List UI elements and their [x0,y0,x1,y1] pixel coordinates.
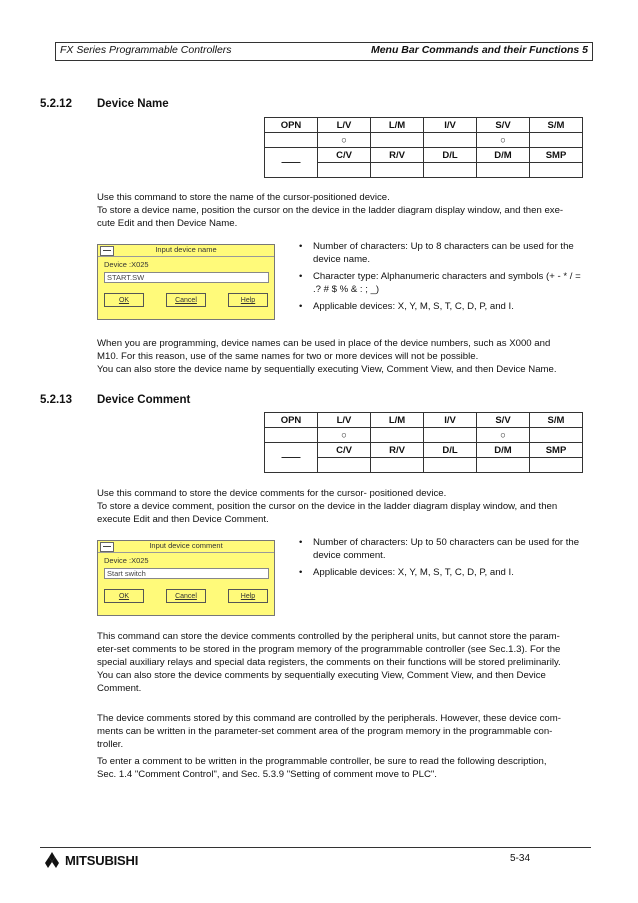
mode-mark: ○ [318,428,371,443]
mode-table [264,117,583,178]
mode-cell: S/M [530,413,583,428]
mode-cell: S/V [477,118,530,133]
page-number: 5-34 [510,853,531,864]
ok-button[interactable]: OK [104,293,144,307]
body-paragraph: To enter a comment to be written in the programmable controller, be sure to read the following description, Sec. 1.4 "Comment Control", and Sec. 5.3.9 "Setting of comment move to PLC". [97,756,547,780]
mode-cell: C/V [318,443,371,458]
spec-list [297,536,589,583]
intro-paragraph: Use this command to store the device comments for the cursor- positioned device. To store a device comment, position the cursor on the device in the ladder diagram display window, and then execute Edit and then Device Comment. [97,488,558,525]
mode-cell: S/M [530,118,583,133]
header-series: FX Series Programmable Controllers [60,44,232,56]
device-label: Device :X025 [104,556,149,565]
spec-list [297,240,589,317]
body-paragraph: The device comments stored by this command are controlled by the peripherals. However, these device com- ments can be written in the parameter-set comment area of the program memory in the programmable con- troller. [97,713,561,750]
mode-cell: L/M [371,118,424,133]
ok-button[interactable]: OK [104,589,144,603]
mode-cell: R/V [371,148,424,163]
mode-mark [371,428,424,443]
input-device-comment-dialog [97,540,275,616]
outro-paragraph: When you are programming, device names can be used in place of the device numbers, such as X000 and M10. For this reason, use of the same names for two or more devices will not be possible. You can also store the device name by sequentially executing View, Comment View, and then Device Name. [97,338,557,375]
page-header [55,42,593,61]
mode-mark: ○ [318,133,371,148]
help-button[interactable]: Help [228,293,268,307]
mode-cell: D/M [477,443,530,458]
device-comment-input[interactable]: Start switch [104,568,269,579]
input-device-name-dialog [97,244,275,320]
mode-dash: —— [265,148,318,178]
list-item: • Number of characters: Up to 8 characters can be used for the device name. [297,240,589,266]
list-item: • Character type: Alphanumeric characters and symbols (+ - * / = .? # $ % & : ; _) [297,270,589,296]
mode-cell: D/L [424,443,477,458]
mode-cell: L/M [371,413,424,428]
help-button[interactable]: Help [228,589,268,603]
mode-cell: SMP [530,443,583,458]
list-item: • Applicable devices: X, Y, M, S, T, C, D, P, and I. [297,566,589,579]
cancel-button[interactable]: Cancel [166,293,206,307]
intro-paragraph: Use this command to store the name of the cursor-positioned device. To store a device name, position the cursor on the device in the ladder diagram display window, and then exe- cute Edit and then Device Name. [97,192,564,229]
mode-cell: I/V [424,118,477,133]
mode-cell: D/M [477,148,530,163]
brand-logo [42,852,138,869]
device-name-input[interactable]: START.SW [104,272,269,283]
mode-mark [371,133,424,148]
mode-mark: ○ [477,428,530,443]
mode-cell: OPN [265,118,318,133]
mode-cell: OPN [265,413,318,428]
mode-mark [424,428,477,443]
mode-cell: S/V [477,413,530,428]
section-number: 5.2.12 [40,98,72,110]
mode-mark [424,133,477,148]
mode-cell: D/L [424,148,477,163]
mode-cell: L/V [318,118,371,133]
cancel-button[interactable]: Cancel [166,589,206,603]
mode-dash: —— [265,443,318,473]
mode-cell: I/V [424,413,477,428]
list-item: • Applicable devices: X, Y, M, S, T, C, D, P, and I. [297,300,589,313]
section-title: Device Name [97,98,169,110]
mode-mark [265,133,318,148]
section-number: 5.2.13 [40,394,72,406]
device-label: Device :X025 [104,260,149,269]
mode-cell: R/V [371,443,424,458]
mode-mark [530,428,583,443]
mode-cell: SMP [530,148,583,163]
mode-cell: C/V [318,148,371,163]
body-paragraph: This command can store the device comments controlled by the peripheral units, but cannot store the param- eter-set comments to be stored in the program memory of the programmable controller (see Sec.1.3). For the special auxiliary relays and special data registers, the comments on their functions will be stored preliminarily. You can also store the device comments by sequentially executing View, Comment View, and then Device Comment. [97,631,561,694]
dialog-title: Input device comment [149,541,223,550]
brand-name: MITSUBISHI [65,853,139,868]
mode-mark [265,428,318,443]
mode-table [264,412,583,473]
list-item: • Number of characters: Up to 50 characters can be used for the device comment. [297,536,589,562]
mode-mark [530,133,583,148]
mode-mark: ○ [477,133,530,148]
section-title: Device Comment [97,394,191,406]
header-chapter: Menu Bar Commands and their Functions 5 [370,44,588,56]
mitsubishi-diamonds-icon [42,852,62,869]
footer-divider [40,847,591,848]
dialog-title: Input device name [155,245,217,254]
mode-cell: L/V [318,413,371,428]
